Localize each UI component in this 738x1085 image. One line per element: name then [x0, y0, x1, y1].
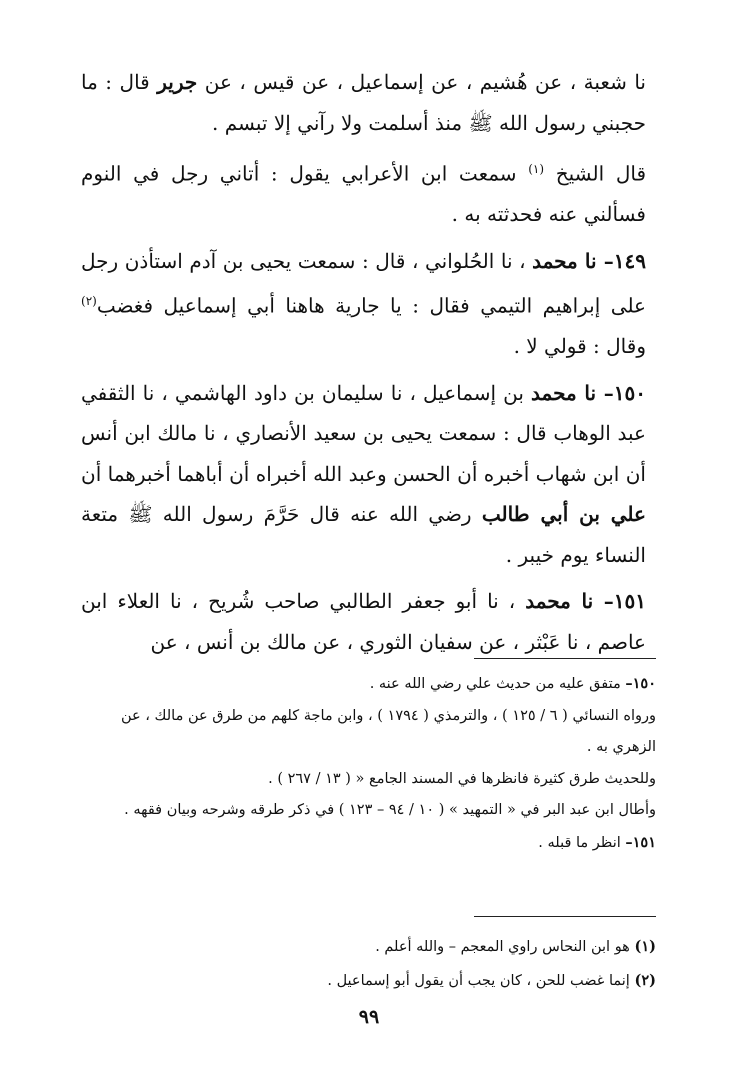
- note-number: ١٥٠–: [625, 675, 656, 692]
- note-151: [78, 827, 656, 860]
- note-150-line: وللحديث طرق كثيرة فانظرها في المسند الجامع « ( ١٣ / ٢٦٧ ) .: [268, 770, 656, 787]
- note-150: [78, 668, 656, 701]
- hadith-number: ١٥١– نا محمد: [525, 589, 647, 614]
- hadith-number: ١٥٠– نا محمد: [531, 380, 646, 405]
- hadith-150: [81, 373, 646, 576]
- footnote-ref: (١): [528, 162, 545, 176]
- note-number: ١٥١–: [625, 833, 656, 851]
- text-segment: ، نا الحُلواني ، قال : سمعت يحيى بن آدم استأذن رجل على إبراهيم التيمي فقال : يا جارية هاهنا أبي إسماعيل فغضب: [81, 248, 646, 318]
- divider: [474, 658, 656, 659]
- text-segment: قال : ما حجبني رسول الله ﷺ منذ أسلمت ولا رآني إلا تبسم .: [81, 70, 646, 135]
- footnote-number: (١): [634, 938, 656, 955]
- note-text: متفق عليه من حديث علي رضي الله عنه .: [369, 676, 621, 692]
- hadith-149: [81, 241, 646, 367]
- divider: [474, 916, 656, 917]
- page-number: ٩٩: [358, 1006, 380, 1028]
- text-segment: قال الشيخ: [544, 161, 647, 186]
- footnote-2: [78, 964, 656, 998]
- footnote-text: هو ابن النحاس راوي المعجم – والله أعلم .: [375, 939, 630, 955]
- hadith-151: [81, 581, 646, 662]
- paragraph-shaykh: [81, 149, 646, 235]
- footnote-number: (٢): [634, 972, 656, 989]
- text-segment: سمعت ابن الأعرابي يقول : أتاني رجل في النوم فسألني عنه فحدثته به .: [81, 161, 646, 227]
- footnote-1: [78, 930, 656, 964]
- text-segment: ، نا أبو جعفر الطالبي صاحب شُريح ، نا العلاء ابن عاصم ، نا عَبْثر ، عن سفيان الثوري ، عن مالك بن أنس ، عن: [81, 589, 646, 654]
- footnote-text: إنما غضب للحن ، كان يجب أن يقول أبو إسماعيل .: [327, 973, 630, 989]
- paragraph-jarir: [81, 62, 646, 143]
- note-text: انظر ما قبله .: [538, 834, 621, 851]
- main-text: [81, 62, 646, 668]
- footnote-ref: (٢): [81, 294, 97, 309]
- note-150-line: وأطال ابن عبد البر في « التمهيد » ( ١٠ / ٩٤ – ١٢٣ ) في ذكر طرقه وشرحه وبيان فقهه .: [124, 802, 656, 818]
- note-150-line: ورواه النسائي ( ٦ / ١٢٥ ) ، والترمذي ( ١٧٩٤ ) ، وابن ماجة كلهم من طرق عن مالك ، عن الزهري به .: [120, 707, 656, 755]
- bold-name: جرير: [157, 70, 198, 94]
- text-segment: نا شعبة ، عن هُشيم ، عن إسماعيل ، عن قيس ، عن: [197, 70, 646, 94]
- footnotes: [78, 930, 656, 998]
- hadith-number: ١٤٩– نا محمد: [532, 248, 646, 273]
- text-segment: بن إسماعيل ، نا سليمان بن داود الهاشمي ، نا الثقفي عبد الوهاب قال : سمعت يحيى بن سعيد الأنصاري ، نا مالك ابن أنس أن ابن شهاب أخبره أن الحسن وعبد الله أخبراه أن أباهما أخبرهما أن: [81, 380, 646, 486]
- text-segment: رضي الله عنه قال حَرَّمَ رسول الله ﷺ متعة النساء يوم خيبر .: [81, 502, 646, 567]
- bold-name: علي بن أبي طالب: [481, 502, 646, 527]
- commentary-notes: [78, 668, 656, 859]
- text-segment: وقال : قولي لا .: [513, 334, 646, 359]
